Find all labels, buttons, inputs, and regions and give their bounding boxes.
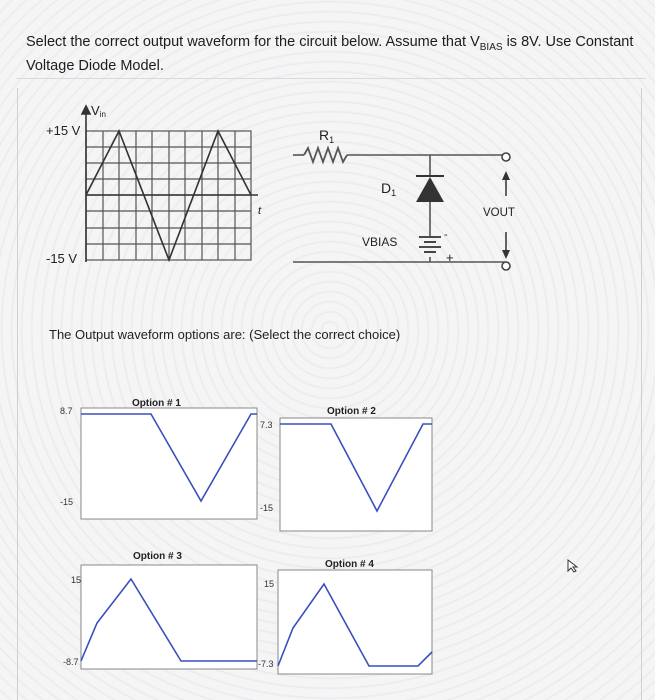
option-4-title: Option # 4 — [325, 559, 374, 570]
option-2-min-label: -15 — [260, 503, 274, 513]
option-2-max-label: 7.3 — [260, 420, 273, 430]
option-4-max-label: 15 — [264, 579, 275, 589]
option-2-title: Option # 2 — [327, 406, 376, 417]
option-1-max-label: 8.7 — [60, 406, 73, 416]
vin-label: Vin — [91, 103, 106, 119]
option-3-graph[interactable] — [57, 549, 267, 679]
diode-d1 — [416, 176, 444, 202]
vin-max-label: +15 V — [46, 123, 81, 138]
options-prompt: The Output waveform options are: (Select the correct choice) — [49, 327, 401, 342]
battery-vbias — [419, 237, 441, 252]
option-4-min-label: -7.3 — [258, 659, 274, 669]
vout-label: VOUT — [483, 207, 515, 219]
vbias-label: VBIAS — [362, 235, 398, 249]
option-2-graph[interactable] — [255, 403, 445, 533]
option-3-max-label: 15 — [71, 575, 82, 585]
option-1-min-label: -15 — [60, 497, 74, 507]
battery-minus-sign: - — [444, 229, 448, 241]
circuit-figure — [0, 0, 655, 320]
input-axes — [82, 106, 258, 262]
question-vbias-subscript: BIAS — [479, 41, 503, 53]
mouse-cursor-icon — [566, 558, 580, 574]
d1-label: $D_1$ — [381, 180, 397, 198]
battery-plus-sign: + — [446, 250, 454, 265]
option-1-title: Option # 1 — [132, 398, 181, 409]
option-3-min-label: -8.7 — [63, 657, 79, 667]
option-4-plot-area — [278, 570, 432, 674]
circuit-wires — [293, 148, 505, 262]
option-3-title: Option # 3 — [133, 551, 182, 562]
option-4-graph[interactable] — [255, 556, 445, 686]
question-text-end: is 8V. Use Constant Voltage Diode Model. — [26, 34, 634, 74]
time-axis-label: t — [258, 205, 262, 217]
option-1-graph[interactable] — [55, 395, 265, 525]
option-2-plot-area — [280, 418, 432, 531]
option-1-plot-area — [81, 408, 257, 519]
option-3-plot-area — [81, 565, 257, 669]
question-text-start: Select the correct output waveform for the circuit below. Assume that V — [26, 34, 480, 50]
r1-label: $R_1$ — [319, 127, 335, 145]
vin-min-label: -15 V — [46, 251, 78, 266]
